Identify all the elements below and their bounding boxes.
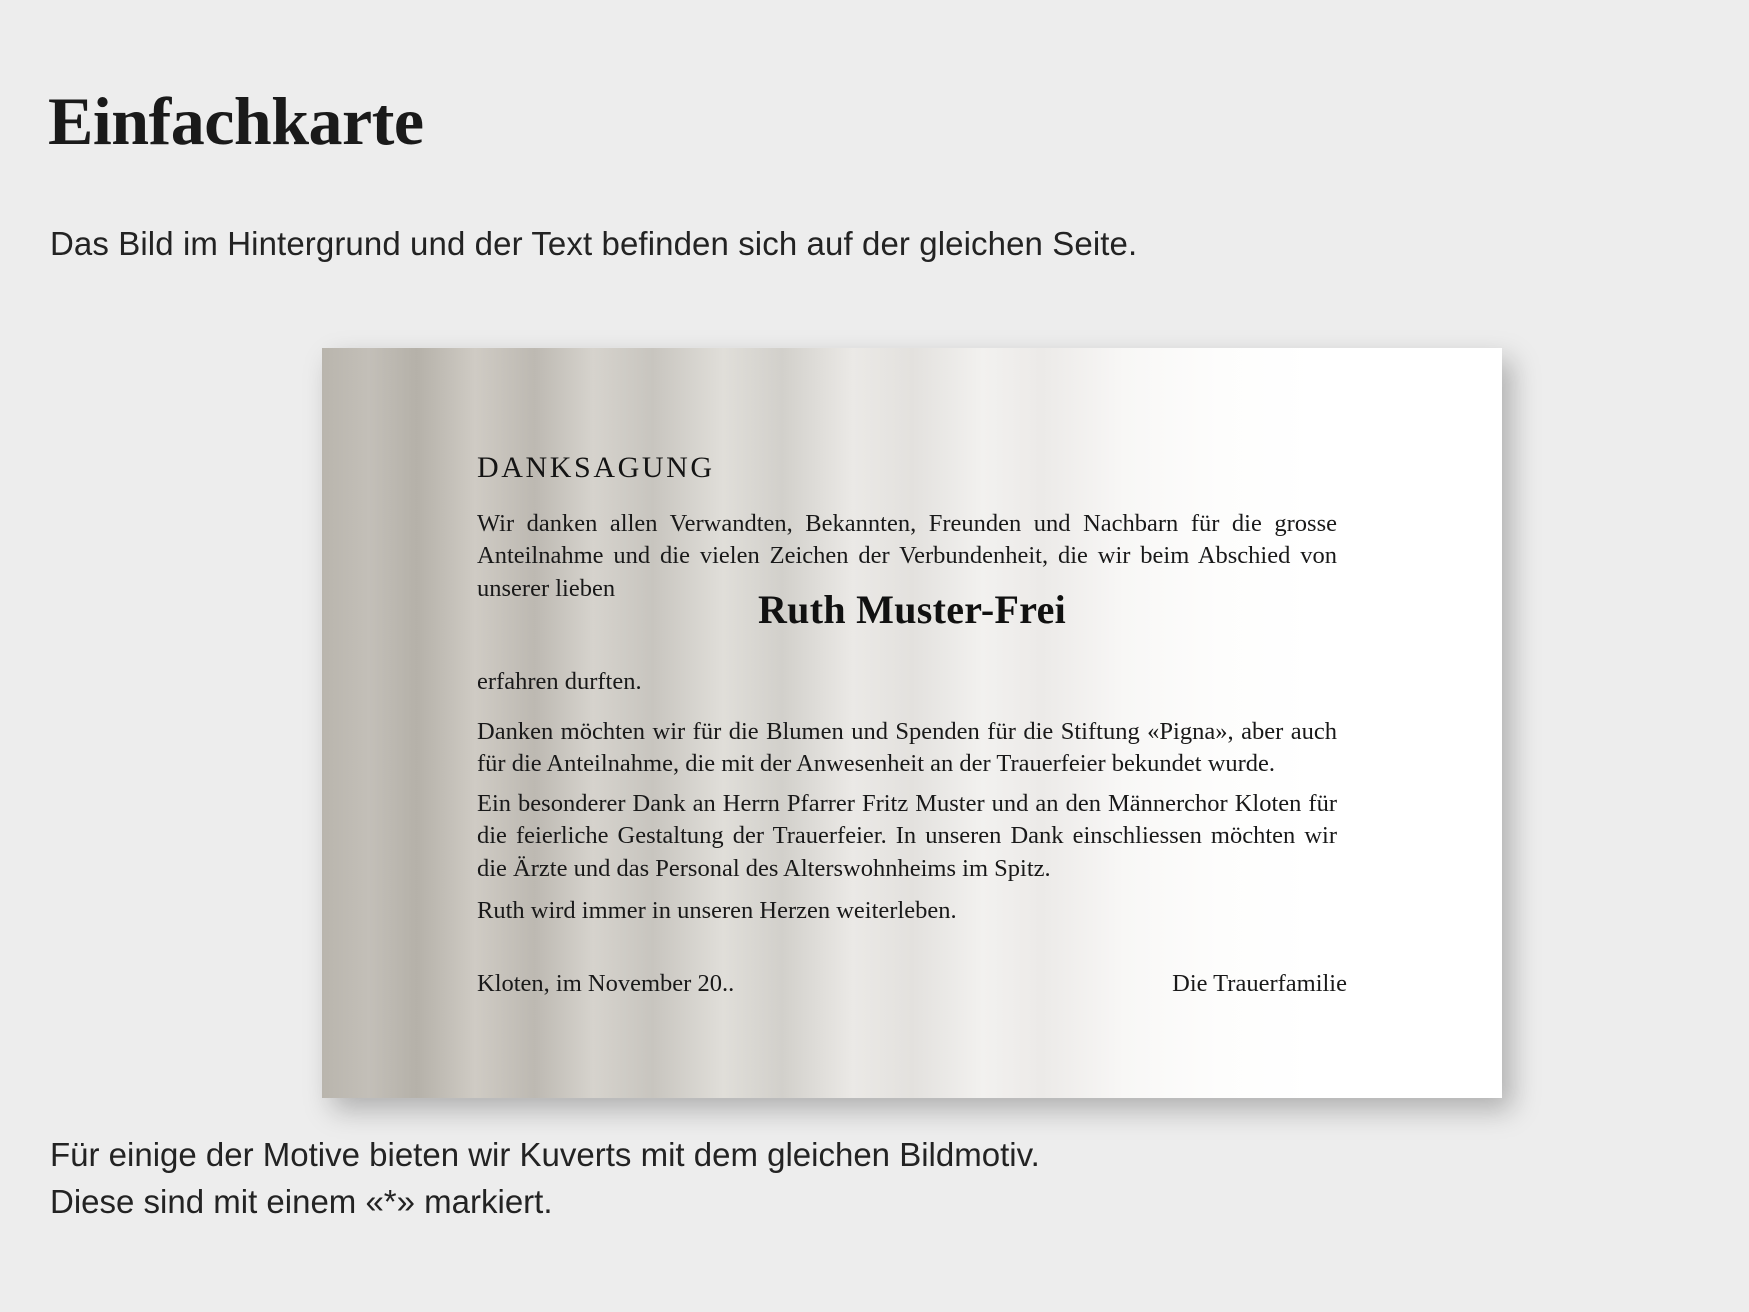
deceased-name: Ruth Muster-Frei bbox=[757, 587, 1067, 632]
bottom-note-line-2: Diese sind mit einem «*» markiert. bbox=[50, 1182, 553, 1220]
card-content bbox=[322, 348, 1502, 1098]
card-paragraph-1: Wir danken allen Verwandten, Bekannten, Freunden und Nachbarn für die grosse Anteilnahme und die vielen Zeichen der Verbundenheit, die wir beim Abschied von unserer lieben bbox=[477, 510, 1337, 602]
intro-text: Das Bild im Hintergrund und der Text befinden sich auf der gleichen Seite. bbox=[50, 225, 1138, 262]
card-footer bbox=[477, 970, 1347, 998]
card-place-date: Kloten, im November 20.. bbox=[477, 970, 735, 997]
card-heading: DANKSAGUNG bbox=[477, 451, 715, 484]
card-background bbox=[322, 348, 1502, 1098]
card-preview bbox=[322, 348, 1502, 1098]
bottom-note-line-1: Für einige der Motive bieten wir Kuverts mit dem gleichen Bildmotiv. bbox=[50, 1136, 1040, 1173]
card-paragraph-4: Ruth wird immer in unseren Herzen weiterleben. bbox=[477, 897, 957, 924]
bottom-note bbox=[50, 1132, 1040, 1226]
card-paragraph-after-name: erfahren durften. bbox=[477, 668, 642, 695]
card-signature: Die Trauerfamilie bbox=[1172, 970, 1347, 997]
card-paragraph-2: Danken möchten wir für die Blumen und Spenden für die Stiftung «Pigna», aber auch für die Anteilnahme, die mit der Anwesenheit an der Trauerfeier bekundet wurde. bbox=[477, 718, 1337, 778]
page-title: Einfachkarte bbox=[48, 82, 424, 159]
card-paragraph-3: Ein besonderer Dank an Herrn Pfarrer Fritz Muster und an den Männerchor Kloten für die feierliche Gestaltung der Trauerfeier. In unseren Dank einschliessen möchten wir die Ärzte und das Personal des Alterswohnheims im Spitz. bbox=[477, 790, 1337, 882]
